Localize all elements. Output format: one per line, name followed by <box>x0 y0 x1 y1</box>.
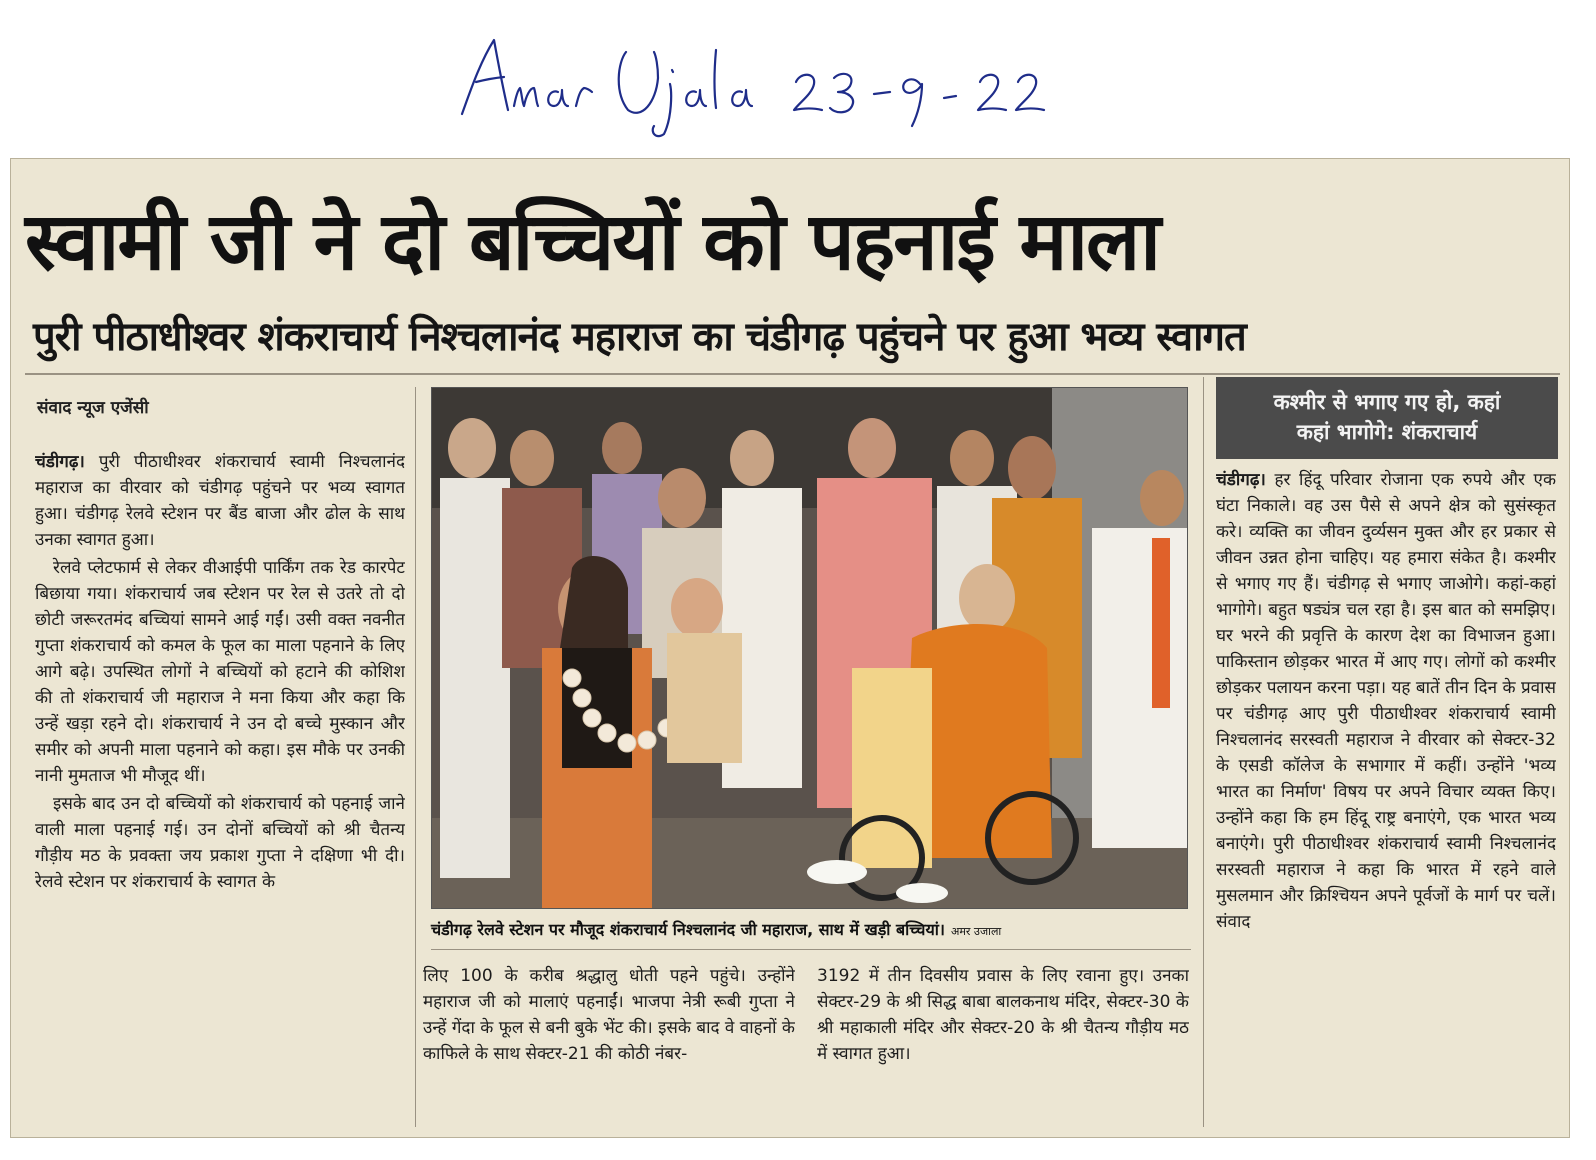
sidebar-headline-line2: कहां भागोगे: शंकराचार्य <box>1296 420 1478 444</box>
dateline: चंडीगढ़। <box>35 452 85 472</box>
newspaper-clipping <box>10 158 1570 1138</box>
handwriting-icon <box>450 22 1090 142</box>
caption-divider <box>431 949 1191 950</box>
photo-caption <box>431 915 1191 945</box>
middle-column-2 <box>817 963 1189 1133</box>
left-column <box>35 449 405 1129</box>
middle-paragraph-1: लिए 100 के करीब श्रद्धालु धोती पहने पहुंचे। उन्होंने महाराज जी को मालाएं पहनाईं। भाजपा नेत्री रूबी गुप्ता ने उन्हें गेंदा के फूल से बनी बुके भेंट की। इसके बाद वे वाहनों के काफिले के साथ सेक्टर-21 की कोठी नंबर- <box>423 966 795 1064</box>
sidebar-headline <box>1216 377 1558 459</box>
subheadline: पुरी पीठाधीश्वर शंकराचार्य निश्चलानंद महाराज का चंडीगढ़ पहुंचने पर हुआ भव्य स्वागत <box>33 314 1246 360</box>
sidebar-divider <box>1203 377 1204 1127</box>
middle-column-1 <box>423 963 795 1133</box>
paragraph-1: पुरी पीठाधीश्वर शंकराचार्य स्वामी निश्चलानंद महाराज का वीरवार को चंडीगढ़ पहुंचने पर भव्य स्वागत हुआ। चंडीगढ़ रेलवे स्टेशन पर बैंड बाजा और ढोल के साथ उनका स्वागत हुआ। <box>35 452 405 550</box>
news-photo <box>431 387 1188 909</box>
headline: स्वामी जी ने दो बच्चियों को पहनाई माला <box>25 195 1160 288</box>
byline: संवाद न्यूज एजेंसी <box>37 398 149 418</box>
paragraph-3: इसके बाद उन दो बच्चियों को शंकराचार्य को पहनाई जाने वाली माला पहनाई गई। उन दोनों बच्चियों को श्री चैतन्य गौड़ीय मठ के प्रवक्ता जय प्रकाश गुप्ता ने दक्षिणा भी दी। रेलवे स्टेशन पर शंकराचार्य के स्वागत के <box>35 794 405 892</box>
sidebar-text: हर हिंदू परिवार रोजाना एक रुपये और एक घंटा निकाले। वह उस पैसे से अपने क्षेत्र को सुसंस्कृत करे। व्यक्ति का जीवन दुर्व्यसन मुक्त और हर प्रकार से जीवन उन्नत होना चाहिए। यह हमारा संकेत है। कश्मीर से भगाए गए हैं। चंडीगढ़ से भगाए जाओगे। कहां-कहां भागोगे। बहुत षड्यंत्र चल रहा है। इस बात को समझिए। घर भरने की प्रवृत्ति के कारण देश का विभाजन हुआ। पाकिस्तान छोड़कर भारत में आए गए। लोगों को कश्मीर छोड़कर पलायन करना पड़ा। यह बातें तीन दिन के प्रवास पर चंडीगढ़ आए पुरी पीठाधीश्वर शंकराचार्य स्वामी निश्चलानंद सरस्वती महाराज ने वीरवार को सेक्टर-32 के एसडी कॉलेज के सभागार में कहीं। उन्होंने 'भव्य भारत का निर्माण' विषय पर अपने विचार व्यक्त किए। उन्होंने कहा कि हम हिंदू राष्ट्र बनाएंगे, एक भारत भव्य बनाएंगे। पुरी पीठाधीश्वर शंकराचार्य स्वामी निश्चलानंद सरस्वती महाराज ने कहा कि भारत में रहने वाले मुसलमान और क्रिश्चियन अपने पूर्वजों के मार्ग पर चलें। संवाद <box>1216 470 1556 932</box>
sidebar-column <box>1216 467 1556 1133</box>
sidebar-dateline: चंडीगढ़। <box>1216 470 1266 490</box>
crowd-photo-icon <box>432 388 1187 908</box>
handwritten-date-note <box>450 22 1090 142</box>
middle-paragraph-2: 3192 में तीन दिवसीय प्रवास के लिए रवाना हुए। उनका सेक्टर-29 के श्री सिद्ध बाबा बालकनाथ मंदिर, सेक्टर-30 के श्री महाकाली मंदिर और सेक्टर-20 के श्री चैतन्य गौड़ीय मठ में स्वागत हुआ। <box>817 966 1189 1064</box>
caption-text: चंडीगढ़ रेलवे स्टेशन पर मौजूद शंकराचार्य निश्चलानंद जी महाराज, साथ में खड़ी बच्चियां। <box>431 920 945 939</box>
sidebar-headline-line1: कश्मीर से भगाए गए हो, कहां <box>1273 390 1501 414</box>
paragraph-2: रेलवे प्लेटफार्म से लेकर वीआईपी पार्किंग तक रेड कारपेट बिछाया गया। शंकराचार्य जब स्टेशन पर रेल से उतरे तो दो छोटी जरूरतमंद बच्चियां सामने आई गईं। उसी वक्त नवनीत गुप्ता शंकराचार्य को कमल के फूल का माला पहनाने के लिए आगे बढ़े। उपस्थित लोगों ने बच्चियों को हटाने की कोशिश की तो शंकराचार्य जी महाराज ने मना किया और कहा कि उन्हें खड़ा रहने दो। शंकराचार्य ने उन दो बच्चे मुस्कान और समीर को अपनी माला पहनाने को कहा। इस मौके पर उनकी नानी मुमताज भी मौजूद थीं। <box>35 558 405 786</box>
photo-credit: अमर उजाला <box>950 925 1002 938</box>
column-divider <box>415 387 416 1127</box>
divider <box>25 373 1560 375</box>
